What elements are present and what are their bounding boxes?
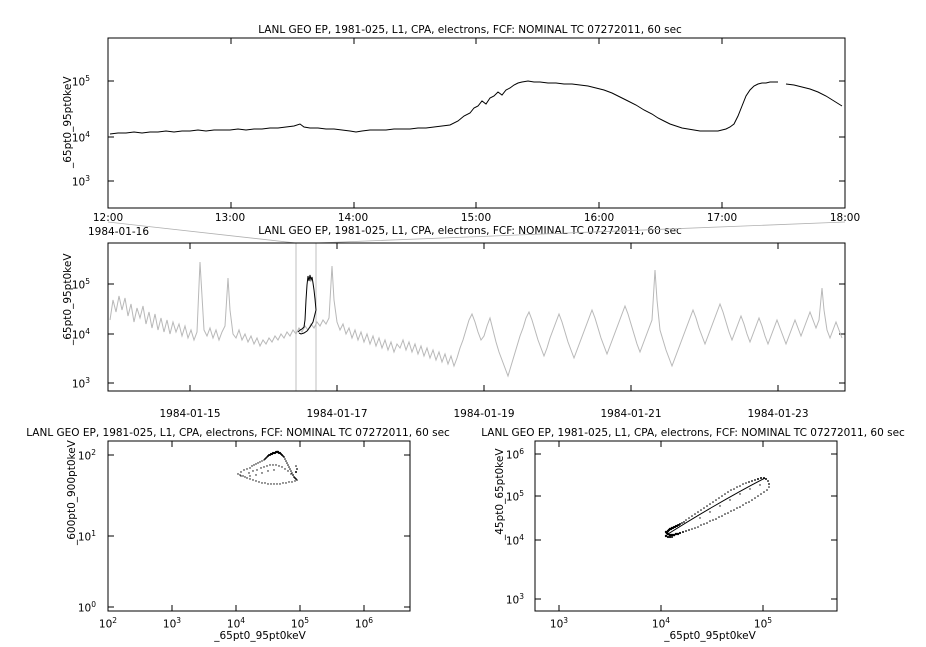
- top-xtick-1600: 16:00: [583, 212, 615, 224]
- bl-xtick-1e4-exp: 4: [240, 616, 246, 625]
- br-ytick-1e6-exp: 6: [519, 447, 524, 456]
- top-ytick-1e4-exp: 4: [85, 130, 90, 139]
- top-panel-title: LANL GEO EP, 1981-025, L1, CPA, electrons, FCF: NOMINAL TC 07272011, 60 sec: [258, 24, 682, 36]
- bottom-right-axes-frame: [535, 441, 837, 611]
- bl-xtick-1e2-exp: 2: [112, 616, 118, 625]
- top-ytick-1e4-base: 10: [71, 132, 86, 145]
- top-xtick-1800: 18:00: [829, 212, 861, 224]
- middle-xtick-0121: 1984-01-21: [600, 408, 662, 420]
- middle-panel-ylabel: _65pt0_95pt0keV: [62, 253, 74, 345]
- top-xtick-1200: 12:00: [92, 212, 124, 224]
- br-ytick-1e5-base: 10: [505, 491, 520, 504]
- top-xtick-1400: 14:00: [337, 212, 369, 224]
- bl-ytick-1e1-base: 10: [77, 531, 92, 544]
- bl-xtick-1e3-base: 10: [162, 618, 177, 631]
- top-xtick-1300: 13:00: [214, 212, 246, 224]
- bl-ytick-1e0-base: 10: [77, 602, 92, 615]
- bl-xtick-1e4-base: 10: [226, 618, 241, 631]
- bottom-right-xlabel: _65pt0_95pt0keV: [664, 630, 756, 642]
- top-xtick-1700: 17:00: [706, 212, 738, 224]
- middle-xtick-0115: 1984-01-15: [159, 408, 221, 420]
- top-ytick-1e3-exp: 3: [85, 174, 90, 183]
- bl-xtick-1e3-exp: 3: [176, 616, 182, 625]
- bl-ytick-1e2-exp: 2: [91, 448, 96, 457]
- bottom-right-panel-title: LANL GEO EP, 1981-025, L1, CPA, electrons, FCF: NOMINAL TC 07272011, 60 sec: [481, 427, 905, 439]
- br-xtick-1e4-exp: 4: [665, 616, 671, 625]
- br-xtick-1e4-base: 10: [651, 618, 666, 631]
- br-ytick-1e4-base: 10: [505, 535, 520, 548]
- br-ytick-1e6-base: 10: [505, 449, 520, 462]
- middle-ytick-1e4-base: 10: [71, 329, 86, 342]
- middle-ytick-1e3-exp: 3: [85, 376, 90, 385]
- br-xtick-1e3-exp: 3: [563, 616, 569, 625]
- bl-ytick-1e0-exp: 0: [91, 600, 96, 609]
- middle-ytick-1e5-base: 10: [71, 279, 86, 292]
- middle-ytick-1e4-exp: 4: [85, 327, 90, 336]
- bl-xtick-1e6-exp: 6: [368, 616, 374, 625]
- top-panel-ylabel: _65pt0_95pt0keV: [62, 76, 74, 168]
- top-ytick-1e5-exp: 5: [85, 74, 90, 83]
- bl-xtick-1e2-base: 10: [98, 618, 113, 631]
- bottom-right-ylabel: _45pt0_65pt0keV: [494, 448, 506, 540]
- middle-xtick-0117: 1984-01-17: [306, 408, 368, 420]
- br-ytick-1e3-exp: 3: [519, 592, 524, 601]
- top-ytick-1e3-base: 10: [71, 176, 86, 189]
- middle-xtick-0123: 1984-01-23: [747, 408, 809, 420]
- br-ytick-1e5-exp: 5: [519, 489, 524, 498]
- middle-xtick-0119: 1984-01-19: [453, 408, 515, 420]
- bottom-left-panel-title: LANL GEO EP, 1981-025, L1, CPA, electrons, FCF: NOMINAL TC 07272011, 60 sec: [26, 427, 450, 439]
- br-ytick-1e3-base: 10: [505, 594, 520, 607]
- bl-xtick-1e5-base: 10: [290, 618, 305, 631]
- br-xtick-1e3-base: 10: [549, 618, 564, 631]
- bl-xtick-1e5-exp: 5: [304, 616, 310, 625]
- bottom-left-xlabel: _65pt0_95pt0keV: [214, 630, 306, 642]
- bl-xtick-1e6-base: 10: [354, 618, 369, 631]
- middle-ytick-1e3-base: 10: [71, 378, 86, 391]
- bottom-left-ylabel: _600pt0_900pt0keV: [66, 440, 78, 545]
- top-xtick-1500: 15:00: [460, 212, 492, 224]
- br-xtick-1e5-base: 10: [753, 618, 768, 631]
- bl-ytick-1e2-base: 10: [77, 450, 92, 463]
- middle-ytick-1e5-exp: 5: [85, 277, 90, 286]
- top-panel-date-label: 1984-01-16: [88, 226, 150, 238]
- br-ytick-1e4-exp: 4: [519, 533, 524, 542]
- bl-ytick-1e1-exp: 1: [91, 529, 96, 538]
- br-xtick-1e5-exp: 5: [767, 616, 773, 625]
- top-ytick-1e5-base: 10: [71, 76, 86, 89]
- middle-panel-title: LANL GEO EP, 1981-025, L1, CPA, electrons, FCF: NOMINAL TC 07272011, 60 sec: [258, 225, 682, 237]
